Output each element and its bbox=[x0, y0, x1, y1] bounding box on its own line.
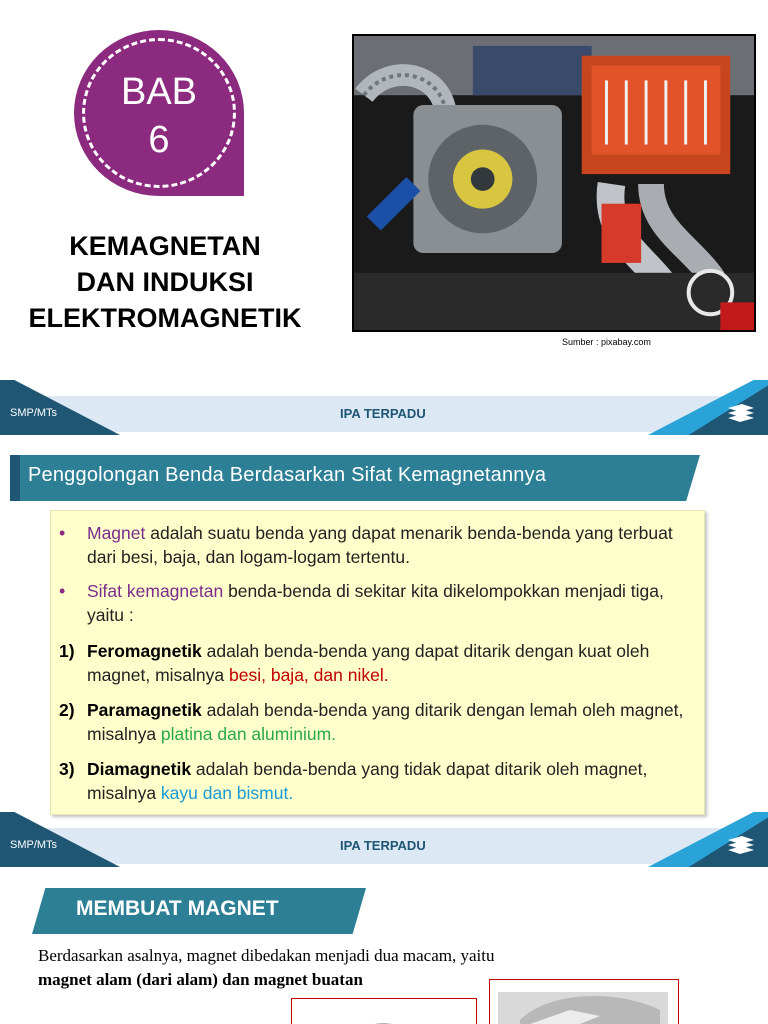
engine-illustration bbox=[354, 36, 754, 330]
natural-magnet-image bbox=[291, 998, 477, 1024]
list-item-text bbox=[87, 639, 699, 687]
chapter-title bbox=[0, 228, 330, 336]
chapter-title-line-1: KEMAGNETAN bbox=[69, 231, 261, 261]
item3-example: besi, baja, dan nikel. bbox=[229, 665, 389, 685]
content-box bbox=[50, 510, 705, 815]
footer-bar-1 bbox=[0, 380, 768, 435]
list-item bbox=[59, 579, 699, 627]
item4-example: platina dan aluminium. bbox=[160, 724, 337, 744]
list-item bbox=[59, 639, 699, 687]
slide3-title: MEMBUAT MAGNET bbox=[76, 897, 279, 920]
term-sifat-kemagnetan: Sifat kemagnetan bbox=[87, 581, 224, 601]
school-level-label: SMP/MTs bbox=[10, 839, 58, 851]
engine-photo bbox=[352, 34, 756, 332]
chapter-title-line-3: ELEKTROMAGNETIK bbox=[28, 303, 302, 333]
footer-bar-2 bbox=[0, 812, 768, 867]
term-paramagnetik: Paramagnetik bbox=[87, 700, 202, 720]
item5-definition: adalah benda-benda yang tidak dapat ditarik oleh magnet, misalnya bbox=[87, 759, 648, 803]
publisher-logo-icon bbox=[726, 834, 756, 856]
badge-number: 6 bbox=[148, 119, 170, 161]
item2-definition: benda-benda di sekitar kita dikelompokkan menjadi tiga, yaitu : bbox=[87, 581, 664, 625]
chapter-title-line-2: DAN INDUKSI bbox=[76, 267, 254, 297]
item4-definition: adalah benda-benda yang ditarik dengan lemah oleh magnet, misalnya bbox=[87, 700, 684, 744]
list-item bbox=[59, 698, 699, 746]
list-item bbox=[59, 757, 699, 805]
publisher-logo-icon bbox=[726, 402, 756, 424]
subject-label: IPA TERPADU bbox=[340, 838, 426, 853]
list-item-text bbox=[87, 521, 699, 569]
title-bar-accent bbox=[10, 455, 20, 501]
item3-definition: adalah benda-benda yang dapat ditarik dengan kuat oleh magnet, misalnya bbox=[87, 641, 650, 685]
term-diamagnetik: Diamagnetik bbox=[87, 759, 192, 779]
term-magnet: Magnet bbox=[87, 523, 146, 543]
term-feromagnetik: Feromagnetik bbox=[87, 641, 202, 661]
badge-text bbox=[74, 68, 244, 164]
school-level-label: SMP/MTs bbox=[10, 407, 58, 419]
item5-example: kayu dan bismut. bbox=[160, 783, 294, 803]
number-marker: 1) bbox=[59, 641, 75, 661]
item1-definition: adalah suatu benda yang dapat menarik benda-benda yang terbuat dari besi, baja, dan logam-logam tertentu. bbox=[87, 523, 673, 567]
artificial-magnet-image bbox=[489, 979, 679, 1024]
list-item-text bbox=[87, 757, 699, 805]
slide-cover bbox=[0, 0, 768, 385]
bar-magnet-illustration bbox=[490, 980, 679, 1024]
subject-label: IPA TERPADU bbox=[340, 406, 426, 421]
rock-illustration bbox=[292, 999, 477, 1024]
list-item-text bbox=[87, 579, 699, 627]
badge-label: BAB bbox=[120, 71, 198, 113]
photo-credit: Sumber : pixabay.com bbox=[562, 337, 651, 347]
number-marker: 2) bbox=[59, 700, 75, 720]
slide3-text-line-1: Berdasarkan asalnya, magnet dibedakan menjadi dua macam, yaitu bbox=[38, 946, 495, 965]
chapter-badge bbox=[74, 30, 244, 196]
number-marker: 3) bbox=[59, 759, 75, 779]
list-item bbox=[59, 521, 699, 569]
list-item-text bbox=[87, 698, 699, 746]
bullet-marker: • bbox=[59, 523, 66, 543]
slide2-title: Penggolongan Benda Berdasarkan Sifat Kemagnetannya bbox=[28, 464, 547, 486]
slide3-text-line-2: magnet alam (dari alam) dan magnet buatan bbox=[38, 970, 363, 989]
bullet-marker: • bbox=[59, 581, 66, 601]
